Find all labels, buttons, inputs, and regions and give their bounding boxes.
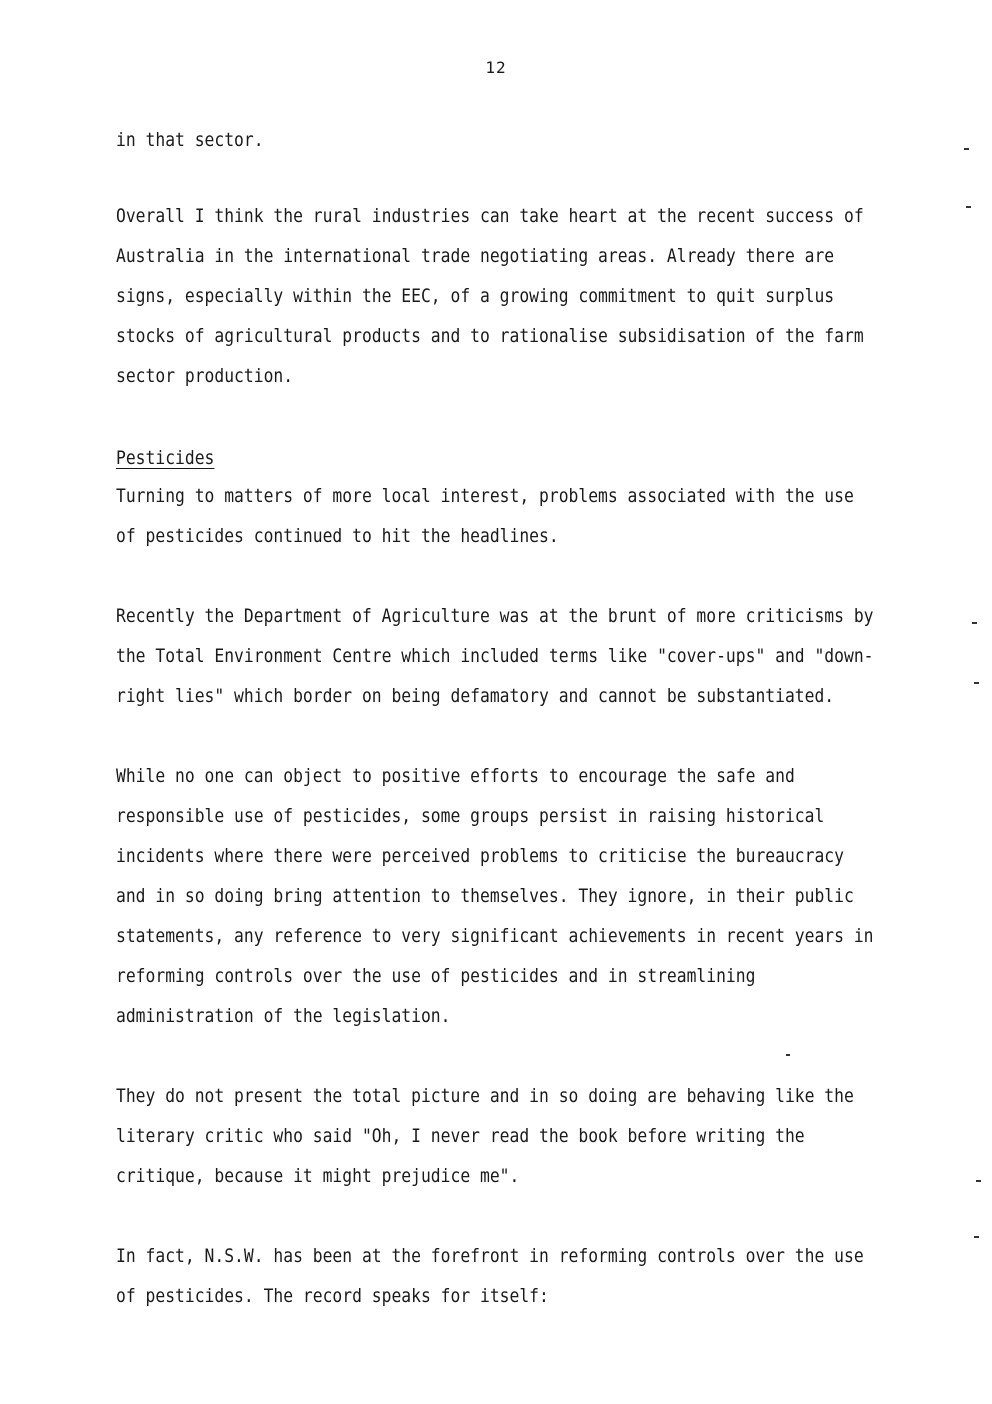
paragraph xyxy=(116,120,804,160)
text-line: In fact, N.S.W. has been at the forefront in reforming controls over the use xyxy=(116,1245,864,1267)
scan-mark xyxy=(966,206,971,208)
text-line: and in so doing bring attention to themselves. They ignore, in their public xyxy=(116,885,854,907)
text-line: reforming controls over the use of pesticides and in streamlining xyxy=(116,965,756,987)
scan-mark xyxy=(786,1054,790,1056)
paragraph xyxy=(116,196,864,396)
text-line: in that sector. xyxy=(116,129,264,151)
text-line: Overall I think the rural industries can take heart at the recent success of xyxy=(116,205,864,227)
text-line: incidents where there were perceived problems to criticise the bureaucracy xyxy=(116,845,844,867)
paragraph xyxy=(116,1076,854,1196)
scan-mark xyxy=(964,148,969,150)
text-line: critique, because it might prejudice me". xyxy=(116,1165,520,1187)
text-line: Australia in the international trade negotiating areas. Already there are xyxy=(116,245,835,267)
paragraph xyxy=(116,476,854,556)
scan-mark xyxy=(974,1236,979,1238)
scan-mark xyxy=(974,682,979,684)
scan-mark xyxy=(976,1180,981,1182)
text-line: of pesticides continued to hit the headlines. xyxy=(116,525,559,547)
text-line: right lies" which border on being defamatory and cannot be substantiated. xyxy=(116,685,835,707)
text-line: Turning to matters of more local interest, problems associated with the use xyxy=(116,485,854,507)
text-line: While no one can object to positive efforts to encourage the safe and xyxy=(116,765,795,787)
text-line: the Total Environment Centre which included terms like "cover-ups" and "down- xyxy=(116,645,874,667)
text-line: signs, especially within the EEC, of a growing commitment to quit surplus xyxy=(116,285,835,307)
paragraph xyxy=(116,596,874,716)
text-line: responsible use of pesticides, some groups persist in raising historical xyxy=(116,805,825,827)
scan-mark xyxy=(972,622,977,624)
paragraph xyxy=(116,1236,864,1316)
text-line: administration of the legislation. xyxy=(116,1005,451,1027)
text-line: stocks of agricultural products and to rationalise subsidisation of the farm xyxy=(116,325,864,347)
text-line: sector production. xyxy=(116,365,294,387)
text-line: They do not present the total picture and in so doing are behaving like the xyxy=(116,1085,854,1107)
section-heading-pesticides: Pesticides xyxy=(116,447,215,469)
text-line: literary critic who said "Oh, I never read the book before writing the xyxy=(116,1125,805,1147)
text-line: statements, any reference to very significant achievements in recent years in xyxy=(116,925,874,947)
page-number: 12 xyxy=(485,58,507,77)
paragraph xyxy=(116,756,874,1036)
text-line: Recently the Department of Agriculture was at the brunt of more criticisms by xyxy=(116,605,874,627)
text-line: of pesticides. The record speaks for itself: xyxy=(116,1285,549,1307)
